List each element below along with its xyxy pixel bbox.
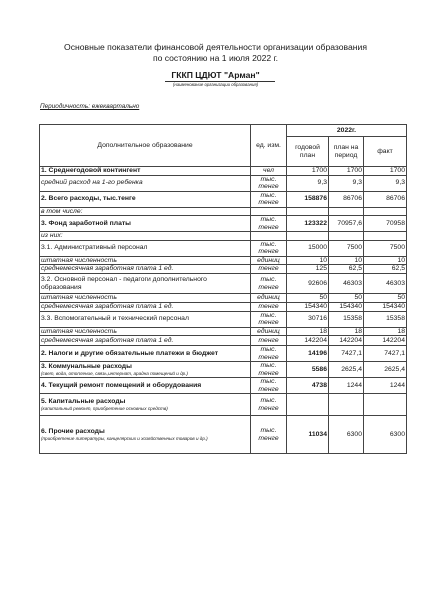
row-value-annual: 14196 (287, 346, 329, 362)
row-label: 2. Всего расходы, тыс.тенге (41, 195, 136, 203)
row-value-fact: 9,3 (364, 175, 407, 191)
row-value-period: 7500 (329, 240, 364, 256)
table-row (40, 207, 407, 216)
row-unit: тенге (251, 302, 287, 311)
row-value-fact (364, 207, 407, 216)
table-row (40, 346, 407, 362)
table-row (40, 394, 407, 416)
row-value-annual: 158876 (287, 191, 329, 207)
column-header-name: Дополнительное образование (40, 125, 251, 167)
row-unit: единиц (251, 256, 287, 265)
column-header-unit: ед. изм. (251, 125, 287, 167)
row-label: из них: (41, 232, 63, 239)
row-value-fact: 86706 (364, 191, 407, 207)
row-label: 3.2. Основной персонал - педагоги дополнительного образования (41, 276, 207, 291)
row-value-fact: 154340 (364, 302, 407, 311)
row-value-period (329, 207, 364, 216)
row-value-annual: 18 (287, 327, 329, 336)
row-label-cell (40, 378, 251, 394)
row-unit: тыс. тенге (251, 346, 287, 362)
row-label: 1. Среднегодовой контингент (41, 167, 141, 174)
row-label: среднемесячная заработная плата 1 ед. (41, 265, 174, 273)
row-sublabel: (капитальный ремонт, приобретение основных средств) (41, 405, 168, 411)
row-label-cell (40, 274, 251, 294)
row-value-annual: 154340 (287, 302, 329, 311)
row-value-annual: 11034 (287, 416, 329, 454)
row-unit: тенге (251, 265, 287, 274)
financial-table (39, 124, 407, 454)
row-label-cell (40, 294, 251, 303)
row-label: штатная численность (41, 294, 117, 301)
row-unit: тыс. тенге (251, 394, 287, 416)
table-row (40, 327, 407, 336)
row-value-period (329, 232, 364, 241)
row-label-cell (40, 167, 251, 176)
row-value-fact: 1244 (364, 378, 407, 394)
row-value-period (329, 394, 364, 416)
row-value-annual (287, 394, 329, 416)
table-row (40, 167, 407, 176)
row-label: 3.3. Вспомогательный и технический персонал (41, 315, 189, 323)
row-unit: единиц (251, 294, 287, 303)
row-value-annual: 10 (287, 256, 329, 265)
row-value-period: 142204 (329, 336, 364, 346)
table-row (40, 216, 407, 232)
row-label: среднемесячная заработная плата 1 ед. (41, 336, 174, 344)
table-row (40, 191, 407, 207)
periodicity-label: Периодичность: ежеквартально (40, 103, 140, 110)
row-value-fact: 2625,4 (364, 362, 407, 378)
row-label-cell (40, 302, 251, 311)
table-year-row (40, 125, 407, 137)
row-unit: тыс. тенге (251, 216, 287, 232)
row-value-annual: 15000 (287, 240, 329, 256)
row-label: 4. Текущий ремонт помещений и оборудования (41, 381, 202, 389)
row-value-period: 50 (329, 294, 364, 303)
row-value-period: 1700 (329, 167, 364, 176)
row-label-cell (40, 175, 251, 191)
table-row (40, 240, 407, 256)
row-sublabel: (приобретение литературы, канцелярских и хозяйственных товаров и др.) (41, 435, 208, 441)
row-value-annual: 30716 (287, 311, 329, 327)
row-label-cell (40, 336, 251, 346)
column-header-fact: факт (364, 137, 407, 167)
row-label-cell (40, 311, 251, 327)
row-unit: тыс. тенге (251, 240, 287, 256)
row-value-period: 1244 (329, 378, 364, 394)
table-row (40, 232, 407, 241)
row-label-cell (40, 394, 251, 416)
row-value-period: 154340 (329, 302, 364, 311)
document-title: Основные показатели финансовой деятельности организации образования (64, 42, 367, 52)
row-label: в том числе: (41, 207, 83, 215)
row-label: среднемесячная заработная плата 1 ед. (41, 302, 174, 310)
row-value-fact: 18 (364, 327, 407, 336)
row-unit: тенге (251, 336, 287, 346)
row-value-annual: 4738 (287, 378, 329, 394)
table-row (40, 175, 407, 191)
row-value-annual (287, 207, 329, 216)
row-value-fact: 7427,1 (364, 346, 407, 362)
organization-note: (наименование организации образования) (172, 82, 259, 87)
row-label-cell (40, 327, 251, 336)
document-date: по состоянию на 1 июля 2022 г. (152, 53, 279, 63)
row-label-cell (40, 216, 251, 232)
row-value-period: 18 (329, 327, 364, 336)
row-label: 3.1. Административный персонал (41, 244, 148, 252)
row-value-annual: 5586 (287, 362, 329, 378)
row-unit: тыс. тенге (251, 274, 287, 294)
row-unit: единиц (251, 327, 287, 336)
row-label-cell (40, 207, 251, 216)
row-label: 5. Капитальные расходы (41, 398, 126, 406)
row-value-annual: 142204 (287, 336, 329, 346)
row-value-fact: 10 (364, 256, 407, 265)
row-unit: тыс. тенге (251, 191, 287, 207)
row-value-period: 7427,1 (329, 346, 364, 362)
table-row (40, 265, 407, 274)
row-unit: тыс. тенге (251, 175, 287, 191)
row-label: штатная численность (41, 327, 117, 335)
row-label-cell (40, 346, 251, 362)
row-value-fact: 15358 (364, 311, 407, 327)
row-value-fact (364, 394, 407, 416)
row-unit (251, 232, 287, 241)
row-value-period: 9,3 (329, 175, 364, 191)
row-unit: тыс. тенге (251, 378, 287, 394)
row-value-period: 46303 (329, 274, 364, 294)
table-row (40, 302, 407, 311)
row-unit: тыс. тенге (251, 362, 287, 378)
row-sublabel: (свет, вода, отопление, связь,интернат, арадна помещений и др.) (41, 370, 188, 376)
column-header-annual: годовой план (287, 137, 329, 167)
table-row (40, 274, 407, 294)
table-row (40, 362, 407, 378)
row-label: штатная численность (41, 256, 117, 264)
row-value-period: 86706 (329, 191, 364, 207)
row-label: 3. Коммунальные расходы (41, 363, 132, 371)
table-row (40, 294, 407, 303)
row-label-cell (40, 362, 251, 378)
row-unit: чел (251, 167, 287, 176)
row-unit: тыс. тенге (251, 416, 287, 454)
row-value-fact (364, 232, 407, 241)
row-value-fact: 62,5 (364, 265, 407, 274)
row-value-annual: 1700 (287, 167, 329, 176)
row-label-cell (40, 265, 251, 274)
table-row (40, 336, 407, 346)
row-value-period: 2625,4 (329, 362, 364, 378)
row-label-cell (40, 416, 251, 454)
row-value-period: 15358 (329, 311, 364, 327)
row-value-annual: 123322 (287, 216, 329, 232)
row-value-fact: 46303 (364, 274, 407, 294)
row-value-fact: 142204 (364, 336, 407, 346)
row-label: средний расход на 1-го ребенка (41, 179, 143, 187)
row-value-fact: 1700 (364, 167, 407, 176)
row-label-cell (40, 191, 251, 207)
table-row (40, 256, 407, 265)
row-label: 6. Прочие расходы (41, 428, 105, 436)
row-label: 2. Налоги и другие обязательные платежи в бюджет (41, 349, 219, 357)
column-header-year: 2022г. (287, 125, 407, 137)
table-row (40, 311, 407, 327)
row-value-annual: 9,3 (287, 175, 329, 191)
row-value-annual: 92606 (287, 274, 329, 294)
row-label-cell (40, 240, 251, 256)
table-row (40, 378, 407, 394)
row-unit (251, 207, 287, 216)
row-label-cell (40, 256, 251, 265)
row-value-annual: 125 (287, 265, 329, 274)
row-value-fact: 70958 (364, 216, 407, 232)
row-unit: тыс. тенге (251, 311, 287, 327)
table-row (40, 416, 407, 454)
row-value-period: 6300 (329, 416, 364, 454)
row-label: 3. Фонд заработной платы (41, 219, 131, 227)
organization-name: ГККП ЦДЮТ "Арман" (171, 70, 260, 80)
row-value-fact: 6300 (364, 416, 407, 454)
row-value-annual (287, 232, 329, 241)
row-value-annual: 50 (287, 294, 329, 303)
row-value-period: 62,5 (329, 265, 364, 274)
row-value-fact: 50 (364, 294, 407, 303)
row-value-period: 10 (329, 256, 364, 265)
row-value-fact: 7500 (364, 240, 407, 256)
row-value-period: 70957,6 (329, 216, 364, 232)
column-header-period: план на период (329, 137, 364, 167)
row-label-cell (40, 232, 251, 241)
